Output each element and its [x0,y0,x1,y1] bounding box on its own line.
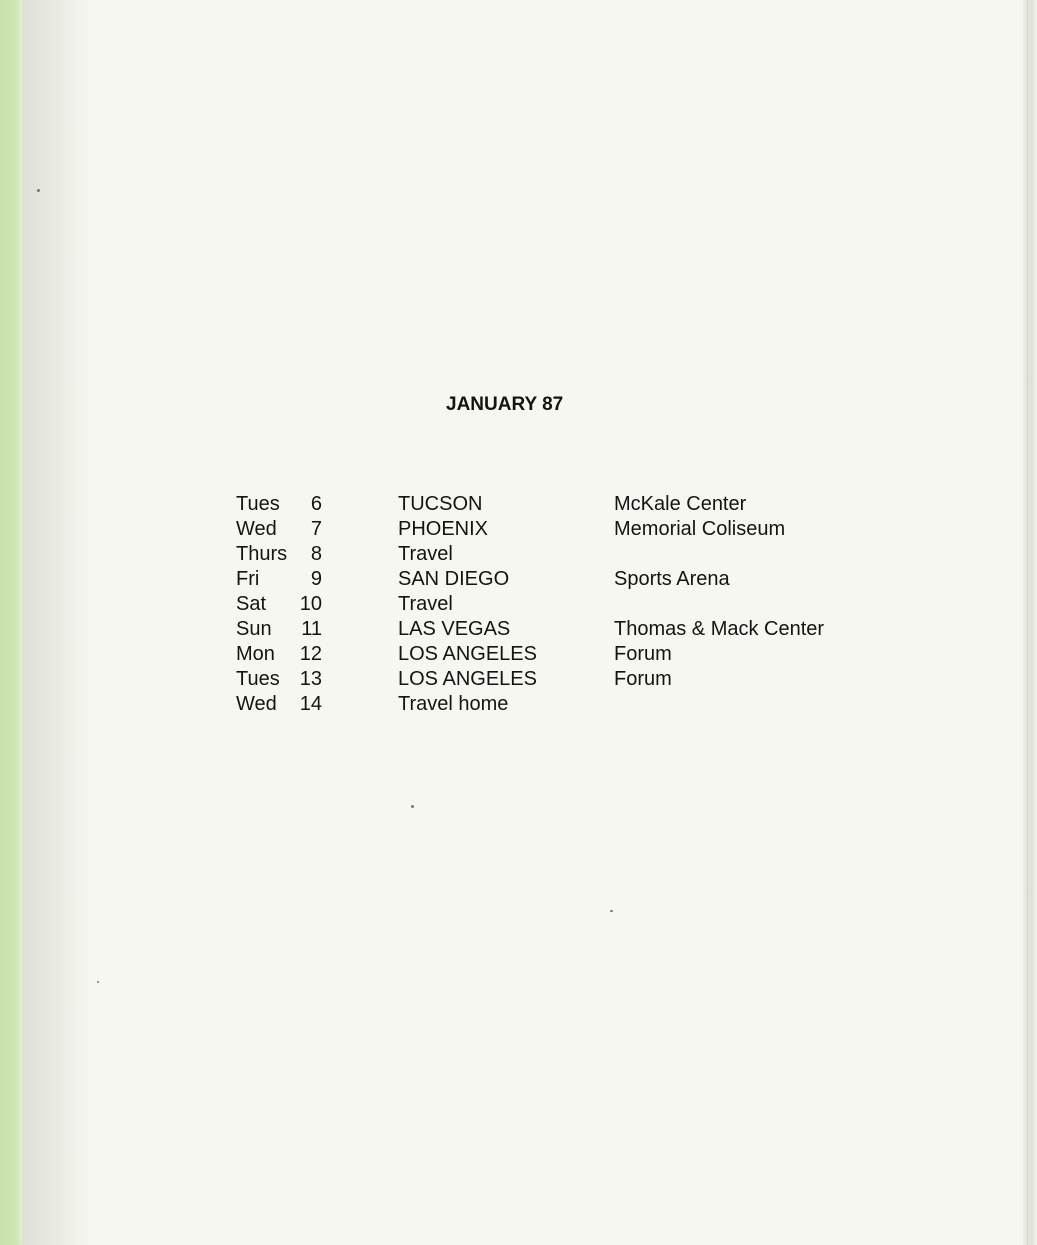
schedule-date: 12 [299,643,322,665]
schedule-day: Sun [236,618,272,640]
paper-speck [610,910,613,912]
schedule-day: Wed [236,518,277,540]
page-right-edge-line [1027,0,1028,1245]
schedule-venue: McKale Center [614,493,747,515]
schedule-date: 14 [299,693,322,715]
schedule-date: 7 [310,518,322,540]
schedule-city: LAS VEGAS [398,618,511,640]
schedule-city: LOS ANGELES [398,643,537,665]
schedule-day: Thurs [236,543,288,565]
schedule-date: 10 [299,593,322,615]
schedule-city: Travel [398,543,453,565]
schedule-city: PHOENIX [398,518,489,540]
page-title: JANUARY 87 [446,394,564,415]
schedule-day: Sat [236,593,267,615]
paper-speck [97,981,99,983]
schedule-day: Tues [236,668,280,690]
schedule-venue: Forum [614,643,672,665]
schedule-city: TUCSON [398,493,483,515]
schedule-date: 11 [301,618,322,640]
binding-edge [0,0,22,1245]
schedule-city: LOS ANGELES [398,668,537,690]
page-right-edge [1023,0,1037,1245]
schedule-day: Tues [236,493,280,515]
schedule-date: 6 [310,493,322,515]
schedule-venue: Forum [614,668,672,690]
page-shadow [22,0,92,1245]
schedule-date: 13 [299,668,322,690]
paper-speck [37,189,40,192]
schedule-venue: Thomas & Mack Center [614,618,825,640]
schedule-city: SAN DIEGO [398,568,510,590]
schedule-day: Mon [236,643,275,665]
schedule-date: 9 [310,568,322,590]
schedule-day: Wed [236,693,277,715]
schedule-city: Travel home [398,693,509,715]
schedule-venue: Sports Arena [614,568,730,590]
paper-speck [411,805,414,808]
schedule-venue: Memorial Coliseum [614,518,786,540]
schedule-city: Travel [398,593,453,615]
schedule-day: Fri [236,568,260,590]
schedule-date: 8 [310,543,322,565]
